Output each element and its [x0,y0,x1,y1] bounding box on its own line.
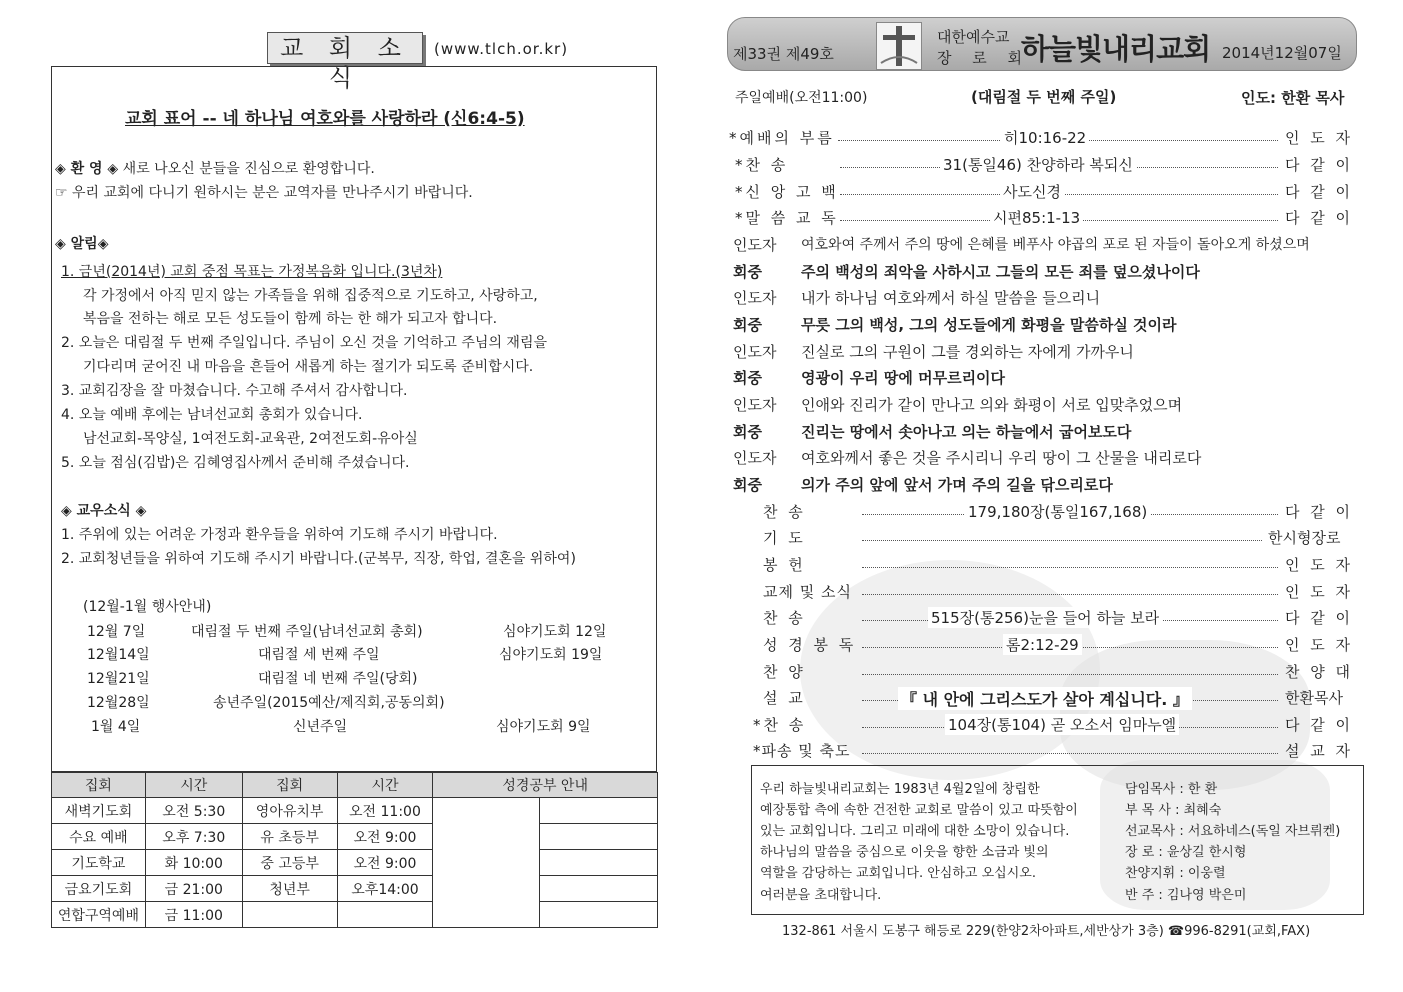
event-extra: 심야기도회 9일 [496,719,591,735]
column-header: 시간 [145,773,242,798]
table-cell: 오후14:00 [337,876,433,902]
order-content: 사도신경 [1000,181,1064,202]
notice-item: 4. 오늘 예배 후에는 남녀선교회 총회가 있습니다. [61,407,363,423]
reading-role: 인도자 [733,449,777,467]
notice-item: 2. 오늘은 대림절 두 번째 주일입니다. 주님이 오신 것을 기억하고 주님의 재림을 [61,335,548,351]
notice-item: 3. 교회김장을 잘 마쳤습니다. 수고해 주셔서 감사합니다. [61,383,408,399]
reading-role: 인도자 [733,289,777,307]
table-cell: 연합구역예배 [52,902,146,928]
order-label: 설 교 [763,689,806,707]
column-header: 집회 [52,773,146,798]
order-content: 히10:16-22 [1001,127,1089,148]
service-time: 주일예배(오전11:00) [735,90,868,106]
reading-role: 회중 [733,369,762,387]
event-name: 송년주일(2015예산/제직회,공동의회) [213,695,445,711]
order-who: 인 도 자 [1285,583,1354,601]
table-row [52,876,658,902]
staff-line: 장 로 : 윤상길 한시형 [1125,845,1247,860]
intro-line: 여러분을 초대합니다. [760,888,882,903]
order-who: 다 같 이 [1285,209,1354,227]
notice-item: 복음을 전하는 해로 모든 성도들이 함께 하는 한 해가 되고자 합니다. [83,311,498,327]
order-label: 봉 헌 [763,556,806,574]
member-news-item: 1. 주위에 있는 어려운 가정과 환우들을 위하여 기도해 주시기 바랍니다. [61,527,498,543]
reading-text: 내가 하나님 여호와께서 하실 말씀을 들으리니 [801,289,1101,307]
table-cell: 청년부 [242,876,337,902]
leader-dots [862,674,1278,675]
reading-role: 인도자 [733,343,777,361]
column-header: 집회 [242,773,337,798]
table-cell: 화 10:00 [145,850,242,876]
leader-dots [862,540,1262,541]
welcome-note: ☞ 우리 교회에 다니기 원하시는 분은 교역자를 만나주시기 바랍니다. [55,185,473,201]
table-cell: 오전 11:00 [337,798,433,824]
event-name: 대림절 두 번째 주일(남녀선교회 총회) [191,624,423,640]
denomination-line2: 장 로 회 [937,49,1031,67]
event-date: 12월21일 [87,671,150,687]
order-label: 교제 및 소식 [763,583,852,601]
staff-line: 담임목사 : 한 환 [1125,782,1218,797]
order-who: 한시형장로 [1268,529,1341,547]
table-cell [540,902,658,928]
event-extra: 심야기도회 19일 [499,647,603,663]
order-label: *신 앙 고 백 [735,183,839,201]
order-label: 성 경 봉 독 [763,636,857,654]
reading-role: 회중 [733,476,762,494]
table-cell: 금요기도회 [52,876,146,902]
reading-text: 인애와 진리가 같이 만나고 의와 화평이 서로 입맞추었으며 [801,396,1183,414]
table-cell: 금 11:00 [145,902,242,928]
order-label: *예배의 부름 [729,129,835,147]
page-title: 교 회 소 식 [267,32,423,64]
denomination-line1: 대한예수교 [937,28,1010,46]
table-cell: 금 21:00 [145,876,242,902]
notice-item: 1. 금년(2014년) 교회 중점 목표는 가정복음화 입니다.(3년차) [61,264,443,280]
event-extra: 심야기도회 12일 [503,624,607,640]
order-label: 찬 송 [763,609,806,627]
member-news-heading: ◈ 교우소식 ◈ [61,503,147,519]
staff-line: 찬양지휘 : 이웅렬 [1125,866,1226,881]
intro-line: 우리 하늘빛내리교회는 1983년 4월2일에 창립한 [760,782,1040,797]
service-leader: 인도: 한환 목사 [1241,89,1345,107]
event-name: 대림절 네 번째 주일(당회) [258,671,418,687]
order-label: 기 도 [763,529,806,547]
order-content: 시편85:1-13 [990,207,1083,228]
reading-text: 진리는 땅에서 솟아나고 의는 하늘에서 굽어보도다 [801,423,1132,441]
service-title: (대림절 두 번째 주일) [971,88,1117,106]
event-date: 12월28일 [87,695,150,711]
intro-line: 하나님의 말씀을 중심으로 이웃을 향한 소금과 빛의 [760,845,1049,860]
order-who: 다 같 이 [1285,183,1354,201]
table-cell: 오전 9:00 [337,824,433,850]
intro-line: 역할을 감당하는 교회입니다. 안심하고 오십시오. [760,866,1036,881]
reading-role: 회중 [733,263,762,281]
order-content: 104장(통104) 곧 오소서 임마누엘 [945,714,1179,735]
reading-text: 주의 백성의 죄악을 사하시고 그들의 모든 죄를 덮으셨나이다 [801,263,1200,281]
event-name: 신년주일 [293,719,348,735]
welcome-heading: ◈ 환 영 ◈ [55,161,119,177]
reading-role: 회중 [733,423,762,441]
column-header: 시간 [337,773,433,798]
staff-line: 부 목 사 : 최혜숙 [1125,803,1222,818]
order-label: 찬 송 [763,503,806,521]
bulletin-date: 2014년12월07일 [1222,44,1342,62]
table-cell [540,876,658,902]
table-row [52,798,658,824]
table-cell: 유 초등부 [242,824,337,850]
order-label: *찬 송 [753,716,807,734]
order-label: *찬 송 [735,156,789,174]
table-cell [540,850,658,876]
event-date: 12월14일 [87,647,150,663]
notice-item: 기다리며 굳어진 내 마음을 흔들어 새롭게 하는 절기가 되도록 준비합시다. [83,359,534,375]
order-content: 롬2:12-29 [1003,634,1082,655]
notice-heading: ◈ 알림◈ [55,236,109,252]
event-date: 1월 4일 [91,719,141,735]
order-who: 한환목사 [1285,689,1343,707]
reading-text: 여호와여 주께서 주의 땅에 은혜를 베푸사 야곱의 포로 된 자들이 돌아오게 하셨으며 [801,237,1310,253]
order-label: *파송 및 축도 [753,742,851,760]
order-who: 인 도 자 [1285,556,1354,574]
church-motto: 교회 표어 -- 네 하나님 여호와를 사랑하라 (신6:4-5) [125,109,525,129]
reading-text: 무릇 그의 백성, 그의 성도들에게 화평을 말씀하실 것이라 [801,316,1177,334]
notice-item: 남선교회-목양실, 1여전도회-교육관, 2여전도회-유아실 [83,431,418,447]
table-cell: 오전 5:30 [145,798,242,824]
order-label: *말 씀 교 독 [735,209,839,227]
reading-role: 회중 [733,316,762,334]
order-content: 31(통일46) 찬양하라 복되신 [940,154,1136,175]
meeting-schedule-table [51,772,658,928]
table-cell [337,902,433,928]
table-row [52,902,658,928]
reading-text: 여호와께서 좋은 것을 주시리니 우리 땅이 그 산물을 내리로다 [801,449,1202,467]
reading-role: 인도자 [733,236,777,254]
table-cell: 중 고등부 [242,850,337,876]
table-row [52,850,658,876]
leader-dots [862,753,1278,754]
reading-role: 인도자 [733,396,777,414]
table-cell: 오전 9:00 [337,850,433,876]
event-name: 대림절 세 번째 주일 [258,647,380,663]
reading-text: 진실로 그의 구원이 그를 경외하는 자에게 가까우니 [801,343,1134,361]
welcome-section [55,158,375,178]
table-cell [540,798,658,824]
order-who: 인 도 자 [1285,129,1354,147]
order-label: 찬 양 [763,663,806,681]
church-logo-icon [876,22,922,70]
table-cell: 영아유치부 [242,798,337,824]
events-heading: (12월-1월 행사안내) [83,599,212,615]
order-who: 다 같 이 [1285,503,1354,521]
table-row [52,824,658,850]
reading-text: 영광이 우리 땅에 머무르리이다 [801,369,1006,387]
church-name: 하늘빛내리교회 [1021,32,1211,66]
sermon-title: 『 내 안에 그리스도가 살아 계십니다. 』 [898,687,1192,710]
order-content: 515장(통256)눈을 들어 하늘 보라 [928,607,1162,628]
intro-line: 있는 교회입니다. 그리고 미래에 대한 소망이 있습니다. [760,824,1070,839]
table-cell [540,824,658,850]
staff-line: 선교목사 : 서요하네스(독일 자브뤼켄) [1125,824,1341,839]
column-header: 성경공부 안내 [433,773,658,798]
order-content: 179,180장(통일167,168) [965,501,1150,522]
reading-text: 의가 주의 앞에 앞서 가며 주의 길을 닦으리로다 [801,476,1113,494]
order-who: 다 같 이 [1285,156,1354,174]
notice-item: 5. 오늘 점심(김밥)은 김혜영집사께서 준비해 주셨습니다. [61,455,410,471]
order-who: 다 같 이 [1285,716,1354,734]
welcome-text: 새로 나오신 분들을 진심으로 환영합니다. [122,161,375,177]
intro-line: 예장통합 측에 속한 건전한 교회로 말씀이 있고 따뜻함이 [760,803,1078,818]
notice-item: 각 가정에서 아직 믿지 않는 가족들을 위해 집중적으로 기도하고, 사랑하고, [83,288,538,304]
table-cell [242,902,337,928]
order-who: 인 도 자 [1285,636,1354,654]
table-cell [433,798,540,928]
order-who: 다 같 이 [1285,609,1354,627]
order-who: 설 교 자 [1285,742,1354,760]
staff-line: 반 주 : 김나영 박은미 [1125,888,1247,903]
table-cell: 오후 7:30 [145,824,242,850]
member-news-item: 2. 교회청년들을 위하여 기도해 주시기 바랍니다.(군복무, 직장, 학업, 결혼을 위하여) [61,551,576,567]
table-cell: 새벽기도회 [52,798,146,824]
church-address: 132-861 서울시 도봉구 해등로 229(한양2차아파트,세반상가 3층) ☎996-8291(교회,FAX) [782,924,1311,939]
table-header-row [52,773,658,798]
table-cell: 기도학교 [52,850,146,876]
leader-dots [862,567,1278,568]
event-date: 12월 7일 [87,624,146,640]
table-cell: 수요 예배 [52,824,146,850]
order-who: 찬 양 대 [1285,663,1354,681]
leader-dots [862,594,1278,595]
volume-number: 제33권 제49호 [733,45,834,63]
website-url[interactable]: (www.tlch.or.kr) [434,40,569,58]
